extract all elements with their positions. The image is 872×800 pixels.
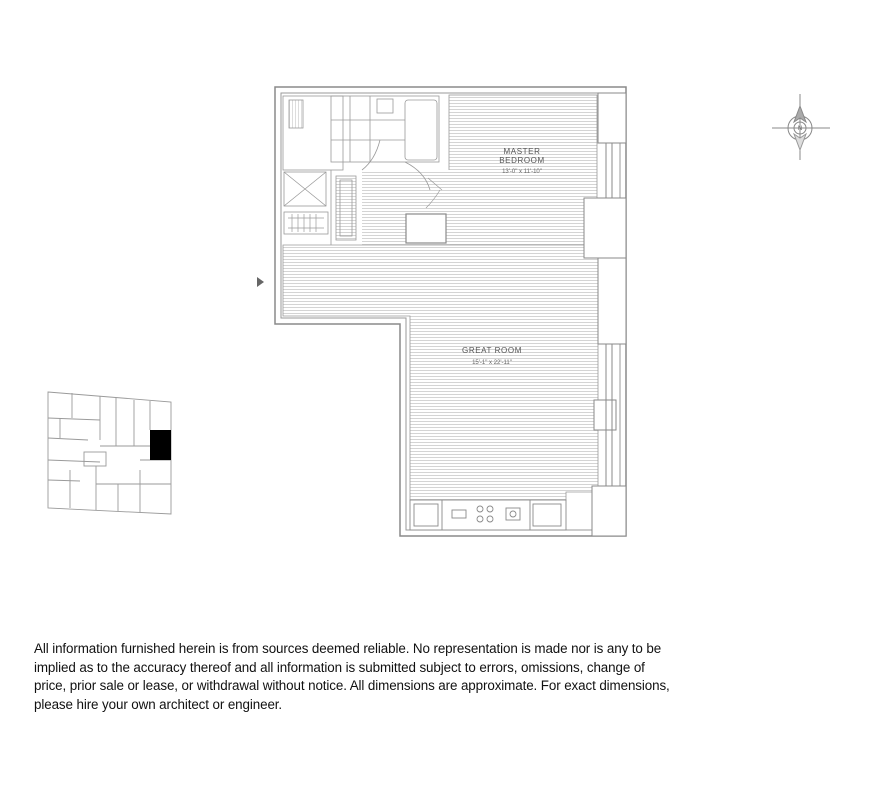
great-room-floor xyxy=(283,245,598,500)
great-room-label: GREAT ROOM xyxy=(462,346,522,355)
compass-north-label: N xyxy=(797,126,803,132)
disclaimer-text xyxy=(34,640,869,714)
disclaimer-line: please hire your own architect or engineer. xyxy=(34,696,283,712)
great-room-dimensions: 15'-1" x 22'-11" xyxy=(472,360,512,366)
disclaimer-line: All information furnished herein is from sources deemed reliable. No representation is made nor is any to be xyxy=(34,641,662,656)
structural-column xyxy=(406,214,446,243)
key-plan-unit-highlight xyxy=(150,430,171,460)
master-bedroom-label-line1: MASTER xyxy=(503,147,541,156)
master-bedroom-label-line2: BEDROOM xyxy=(499,156,545,165)
entry-arrow-icon xyxy=(257,277,264,287)
master-bedroom-dimensions: 13'-0" x 11'-10" xyxy=(502,169,542,175)
disclaimer-line: price, prior sale or lease, or withdrawal without notice. All dimensions are approximate. For exact dimensions, xyxy=(34,678,670,693)
disclaimer-line: implied as to the accuracy thereof and all information is submitted subject to errors, omissions, change of xyxy=(34,659,645,675)
kitchen-counter xyxy=(410,500,566,530)
